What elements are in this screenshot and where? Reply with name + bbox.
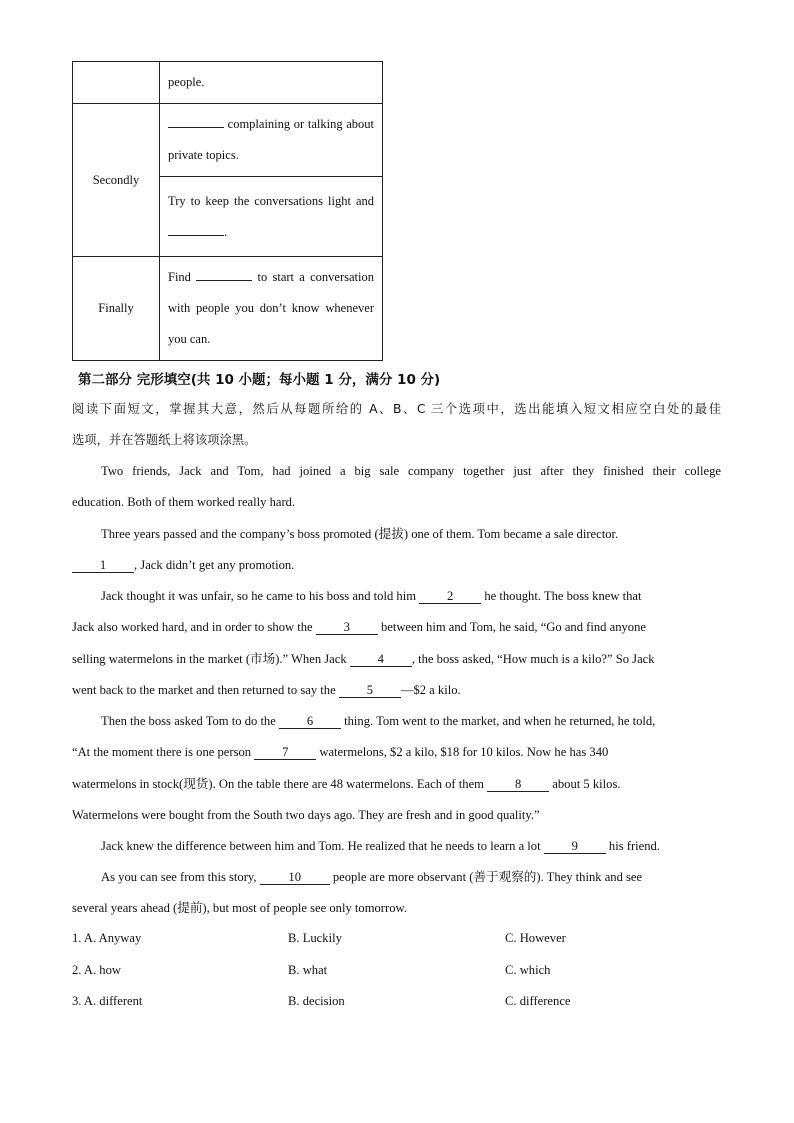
blank-5: 5 [339,683,401,698]
passage-text: about 5 kilos. [552,777,621,791]
blank-2: 2 [419,589,481,604]
table-cell [160,177,383,257]
option-3a: 3. A. different [72,994,143,1008]
passage-text: he thought. The boss knew that [484,589,642,603]
cell-text: complaining or talking about private topics. [168,117,375,162]
passage-line: Three years passed and the company’s boss promoted (提拔) one of them. Tom became a sale director. [101,527,619,541]
passage-line [72,744,608,760]
table-cell [160,104,383,177]
passage-text: Jack thought it was unfair, so he came to his boss and told him [101,589,416,603]
passage-text: Jack knew the difference between him and Tom. He realized that he needs to learn a lot [101,839,541,853]
passage-line [72,651,655,667]
cell-text: Try to keep the conversations light and [168,193,374,208]
instruction-line: 阅读下面短文，掌握其大意，然后从每题所给的 A、B、C 三个选项中，选出能填入短文相应空白处的最佳 [72,402,721,416]
passage-line [101,869,642,885]
passage-text: , Jack didn’t get any promotion. [134,558,295,572]
fill-blank [168,222,224,236]
passage-line: Watermelons were bought from the South two days ago. They are fresh and in good quality.” [72,808,540,822]
blank-6: 6 [279,714,341,729]
row-label-finally: Finally [73,257,160,361]
cell-text: . [224,224,228,239]
passage-line: Two friends, Jack and Tom, had joined a big sale company together just after they finished their college [101,464,721,478]
instruction-line: 选项，并在答题纸上将该项涂黑。 [72,433,257,447]
cell-text: people. [168,75,205,89]
passage-text: between him and Tom, he said, “Go and find anyone [380,620,646,634]
passage-line [101,713,655,729]
passage-line [72,619,646,635]
option-3c: C. difference [505,994,571,1008]
cell-text: Find [168,270,191,284]
passage-text: people are more observant (善于观察的). They think and see [332,870,643,884]
blank-9: 9 [544,839,606,854]
outline-table [72,61,383,361]
table-row [73,257,383,361]
option-1c: C. However [505,931,566,945]
passage-text: Jack also worked hard, and in order to show the [72,620,313,634]
passage-line [72,776,621,792]
passage-text: —$2 a kilo. [400,683,461,697]
passage-line [72,557,294,573]
blank-1: 1 [72,558,134,573]
cell-text: to start a conversation with people you don’t know whenever you can. [168,270,374,346]
passage-text: his friend. [608,839,660,853]
passage-text: watermelons, $2 a kilo, $18 for 10 kilos. Now he has 340 [319,745,609,759]
passage-text: Then the boss asked Tom to do the [101,714,276,728]
passage-text: , the boss asked, “How much is a kilo?” So Jack [411,652,655,666]
table-row [73,62,383,104]
option-3b: B. decision [288,994,345,1008]
passage-text: thing. Tom went to the market, and when he returned, he told, [344,714,656,728]
passage-text: “At the moment there is one person [72,745,252,759]
table-row [73,104,383,177]
section-title: 第二部分 完形填空(共 10 小题；每小题 1 分，满分 10 分) [78,372,441,388]
table-cell-empty [73,62,160,104]
passage-text: As you can see from this story, [101,870,257,884]
passage-line [101,588,641,604]
blank-8: 8 [487,777,549,792]
passage-text: watermelons in stock(现货). On the table there are 48 watermelons. Each of them [72,777,484,791]
blank-10: 10 [260,870,330,885]
fill-blank [196,267,252,281]
row-label-secondly: Secondly [73,104,160,257]
option-1a: 1. A. Anyway [72,931,142,945]
table-cell [160,257,383,361]
passage-line: several years ahead (提前), but most of people see only tomorrow. [72,901,407,915]
option-2b: B. what [288,963,328,977]
passage-text: went back to the market and then returned to say the [72,683,336,697]
passage-text: selling watermelons in the market (市场).” When Jack [72,652,347,666]
passage-line: education. Both of them worked really hard. [72,495,296,509]
blank-4: 4 [350,652,412,667]
passage-line [101,838,660,854]
blank-3: 3 [316,620,378,635]
option-2a: 2. A. how [72,963,121,977]
table-cell [160,62,383,104]
fill-blank [168,114,224,128]
passage-line [72,682,461,698]
option-2c: C. which [505,963,551,977]
option-1b: B. Luckily [288,931,342,945]
blank-7: 7 [254,745,316,760]
